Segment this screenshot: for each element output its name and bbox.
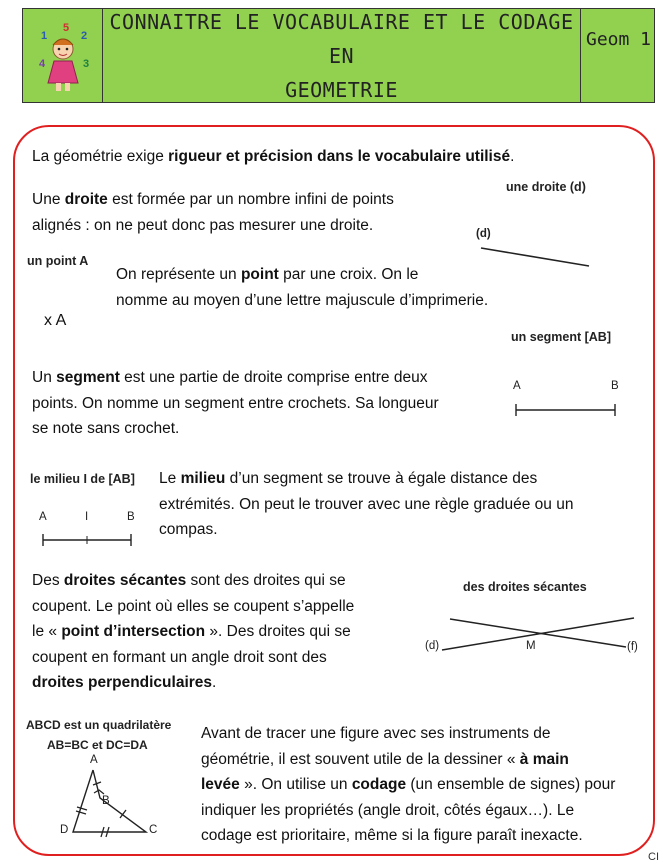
codage-line1: Avant de tracer une figure avec ses instruments de — [201, 725, 551, 742]
milieu-line2: extrémités. On peut le trouver avec une règle graduée ou un — [159, 495, 574, 513]
secantes-line4: coupent en formant un angle droit sont des — [32, 648, 327, 666]
droite-line1-bold: droite — [64, 191, 108, 208]
droite-figure-title: une droite (d) — [506, 180, 586, 194]
tick-da-1 — [77, 807, 87, 810]
secantes-text — [32, 568, 354, 696]
droite-figure-label: (d) — [476, 228, 491, 240]
droite-figure — [476, 242, 596, 272]
segment-label-a: A — [513, 380, 521, 392]
secantes-figure-title: des droites sécantes — [463, 580, 587, 594]
quadrilateral-shape — [73, 770, 146, 832]
point-line1-after: par une croix. On le — [278, 266, 419, 283]
milieu-label-b: B — [127, 511, 135, 523]
codage-label-d: D — [60, 824, 69, 836]
secantes-line5-after: . — [212, 674, 217, 691]
milieu-line3: compas. — [159, 521, 218, 538]
codage-label-b: B — [102, 795, 110, 807]
logo-cell — [23, 9, 103, 102]
droite-line — [481, 248, 589, 266]
quadrilateral-figure — [60, 760, 160, 840]
intro-before: La géométrie exige — [32, 148, 169, 165]
lesson-code: Geom 1 — [585, 29, 652, 50]
point-line1-bold: point — [240, 266, 279, 283]
segment-figure — [510, 400, 622, 420]
header-title — [103, 9, 581, 102]
segment-line1-after: est une partie de droite comprise entre deux — [119, 369, 428, 386]
intro-after: . — [510, 148, 515, 165]
secantes-line1-bold: droites sécantes — [63, 572, 187, 589]
logo-digit: 5 — [63, 22, 70, 34]
milieu-text — [159, 466, 573, 543]
codage-figure-title2: AB=BC et DC=DA — [47, 738, 148, 752]
header-title-line2: GEOMETRIE — [285, 77, 398, 102]
codage-label-a: A — [90, 754, 98, 766]
secantes-line2: coupent. Le point où elles se coupent s’appelle — [32, 597, 355, 615]
segment-line3: se note sans crochet. — [32, 420, 180, 437]
codage-line4: indiquer les propriétés (angle droit, côtés égaux…). Le — [201, 801, 575, 819]
header-banner — [22, 8, 655, 103]
segment-line2: points. On nomme un segment entre crochets. Sa longueur — [32, 394, 439, 412]
secantes-label-d: (d) — [425, 640, 440, 652]
milieu-line1-bold: milieu — [180, 470, 226, 487]
secantes-line5-bold: droites perpendiculaires — [32, 674, 213, 691]
secantes-line3-before: le « — [32, 623, 62, 640]
milieu-figure — [37, 530, 137, 550]
point-figure-mark: x A — [44, 312, 67, 329]
milieu-figure-title: le milieu I de [AB] — [30, 472, 135, 486]
logo-digit: 3 — [83, 58, 90, 70]
secantes-line3-bold: point d’intersection — [61, 623, 206, 640]
codage-line2-bold: à main — [519, 750, 569, 768]
segment-line1-bold: segment — [56, 369, 120, 386]
header-title-line1: CONNAITRE LE VOCABULAIRE ET LE CODAGE EN — [109, 9, 574, 68]
droite-text — [32, 187, 394, 238]
header-code-cell — [581, 9, 656, 102]
secantes-figure — [440, 610, 640, 660]
segment-label-b: B — [611, 380, 619, 392]
segment-line1-before: Un — [32, 369, 57, 386]
milieu-label-i: I — [85, 511, 89, 523]
codage-line3-bold: levée — [201, 776, 240, 793]
logo-digit: 1 — [41, 30, 48, 42]
codage-text — [201, 721, 615, 849]
secantes-label-f: (f) — [627, 641, 638, 653]
milieu-line1-after: d’un segment se trouve à égale distance des — [225, 470, 538, 487]
codage-line3-after: (un ensemble de signes) pour — [406, 776, 616, 793]
codage-line3-bold2: codage — [351, 776, 407, 793]
point-text — [116, 262, 488, 313]
segment-text — [32, 365, 439, 442]
corner-text: CI — [648, 851, 659, 863]
droite-line1-before: Une — [32, 191, 65, 208]
intro-text — [32, 144, 514, 170]
tick-da-2 — [76, 811, 86, 814]
droite-line1-after: est formée par un nombre infini de points — [107, 191, 394, 208]
codage-line5: codage est prioritaire, même si la figure paraît inexacte. — [201, 827, 583, 844]
secantes-line1-after: sont des droites qui se — [186, 572, 346, 589]
point-figure-title: un point A — [27, 254, 89, 268]
milieu-label-a: A — [39, 511, 47, 523]
codage-label-c: C — [149, 824, 158, 836]
codage-line3-mid: ». On utilise un — [239, 776, 352, 793]
droite-line2: alignés : on ne peut donc pas mesurer une droite. — [32, 216, 374, 234]
logo-digit: 2 — [81, 30, 88, 42]
secantes-line3-after: ». Des droites qui se — [205, 623, 351, 640]
codage-figure-title1: ABCD est un quadrilatère — [26, 718, 172, 732]
point-line2: nomme au moyen d’une lettre majuscule d’imprimerie. — [116, 291, 489, 309]
codage-line2-before: géométrie, il est souvent utile de la dessiner « — [201, 750, 520, 768]
logo-digit: 4 — [39, 58, 46, 70]
segment-figure-title: un segment [AB] — [511, 330, 611, 344]
intro-bold: rigueur et précision dans le vocabulaire utilisé — [168, 148, 511, 165]
secantes-label-m: M — [526, 640, 536, 652]
secantes-line1-before: Des — [32, 572, 64, 589]
point-line1-before: On représente un — [116, 266, 241, 283]
child-numbers-logo-icon — [23, 9, 103, 102]
milieu-line1-before: Le — [159, 470, 181, 487]
